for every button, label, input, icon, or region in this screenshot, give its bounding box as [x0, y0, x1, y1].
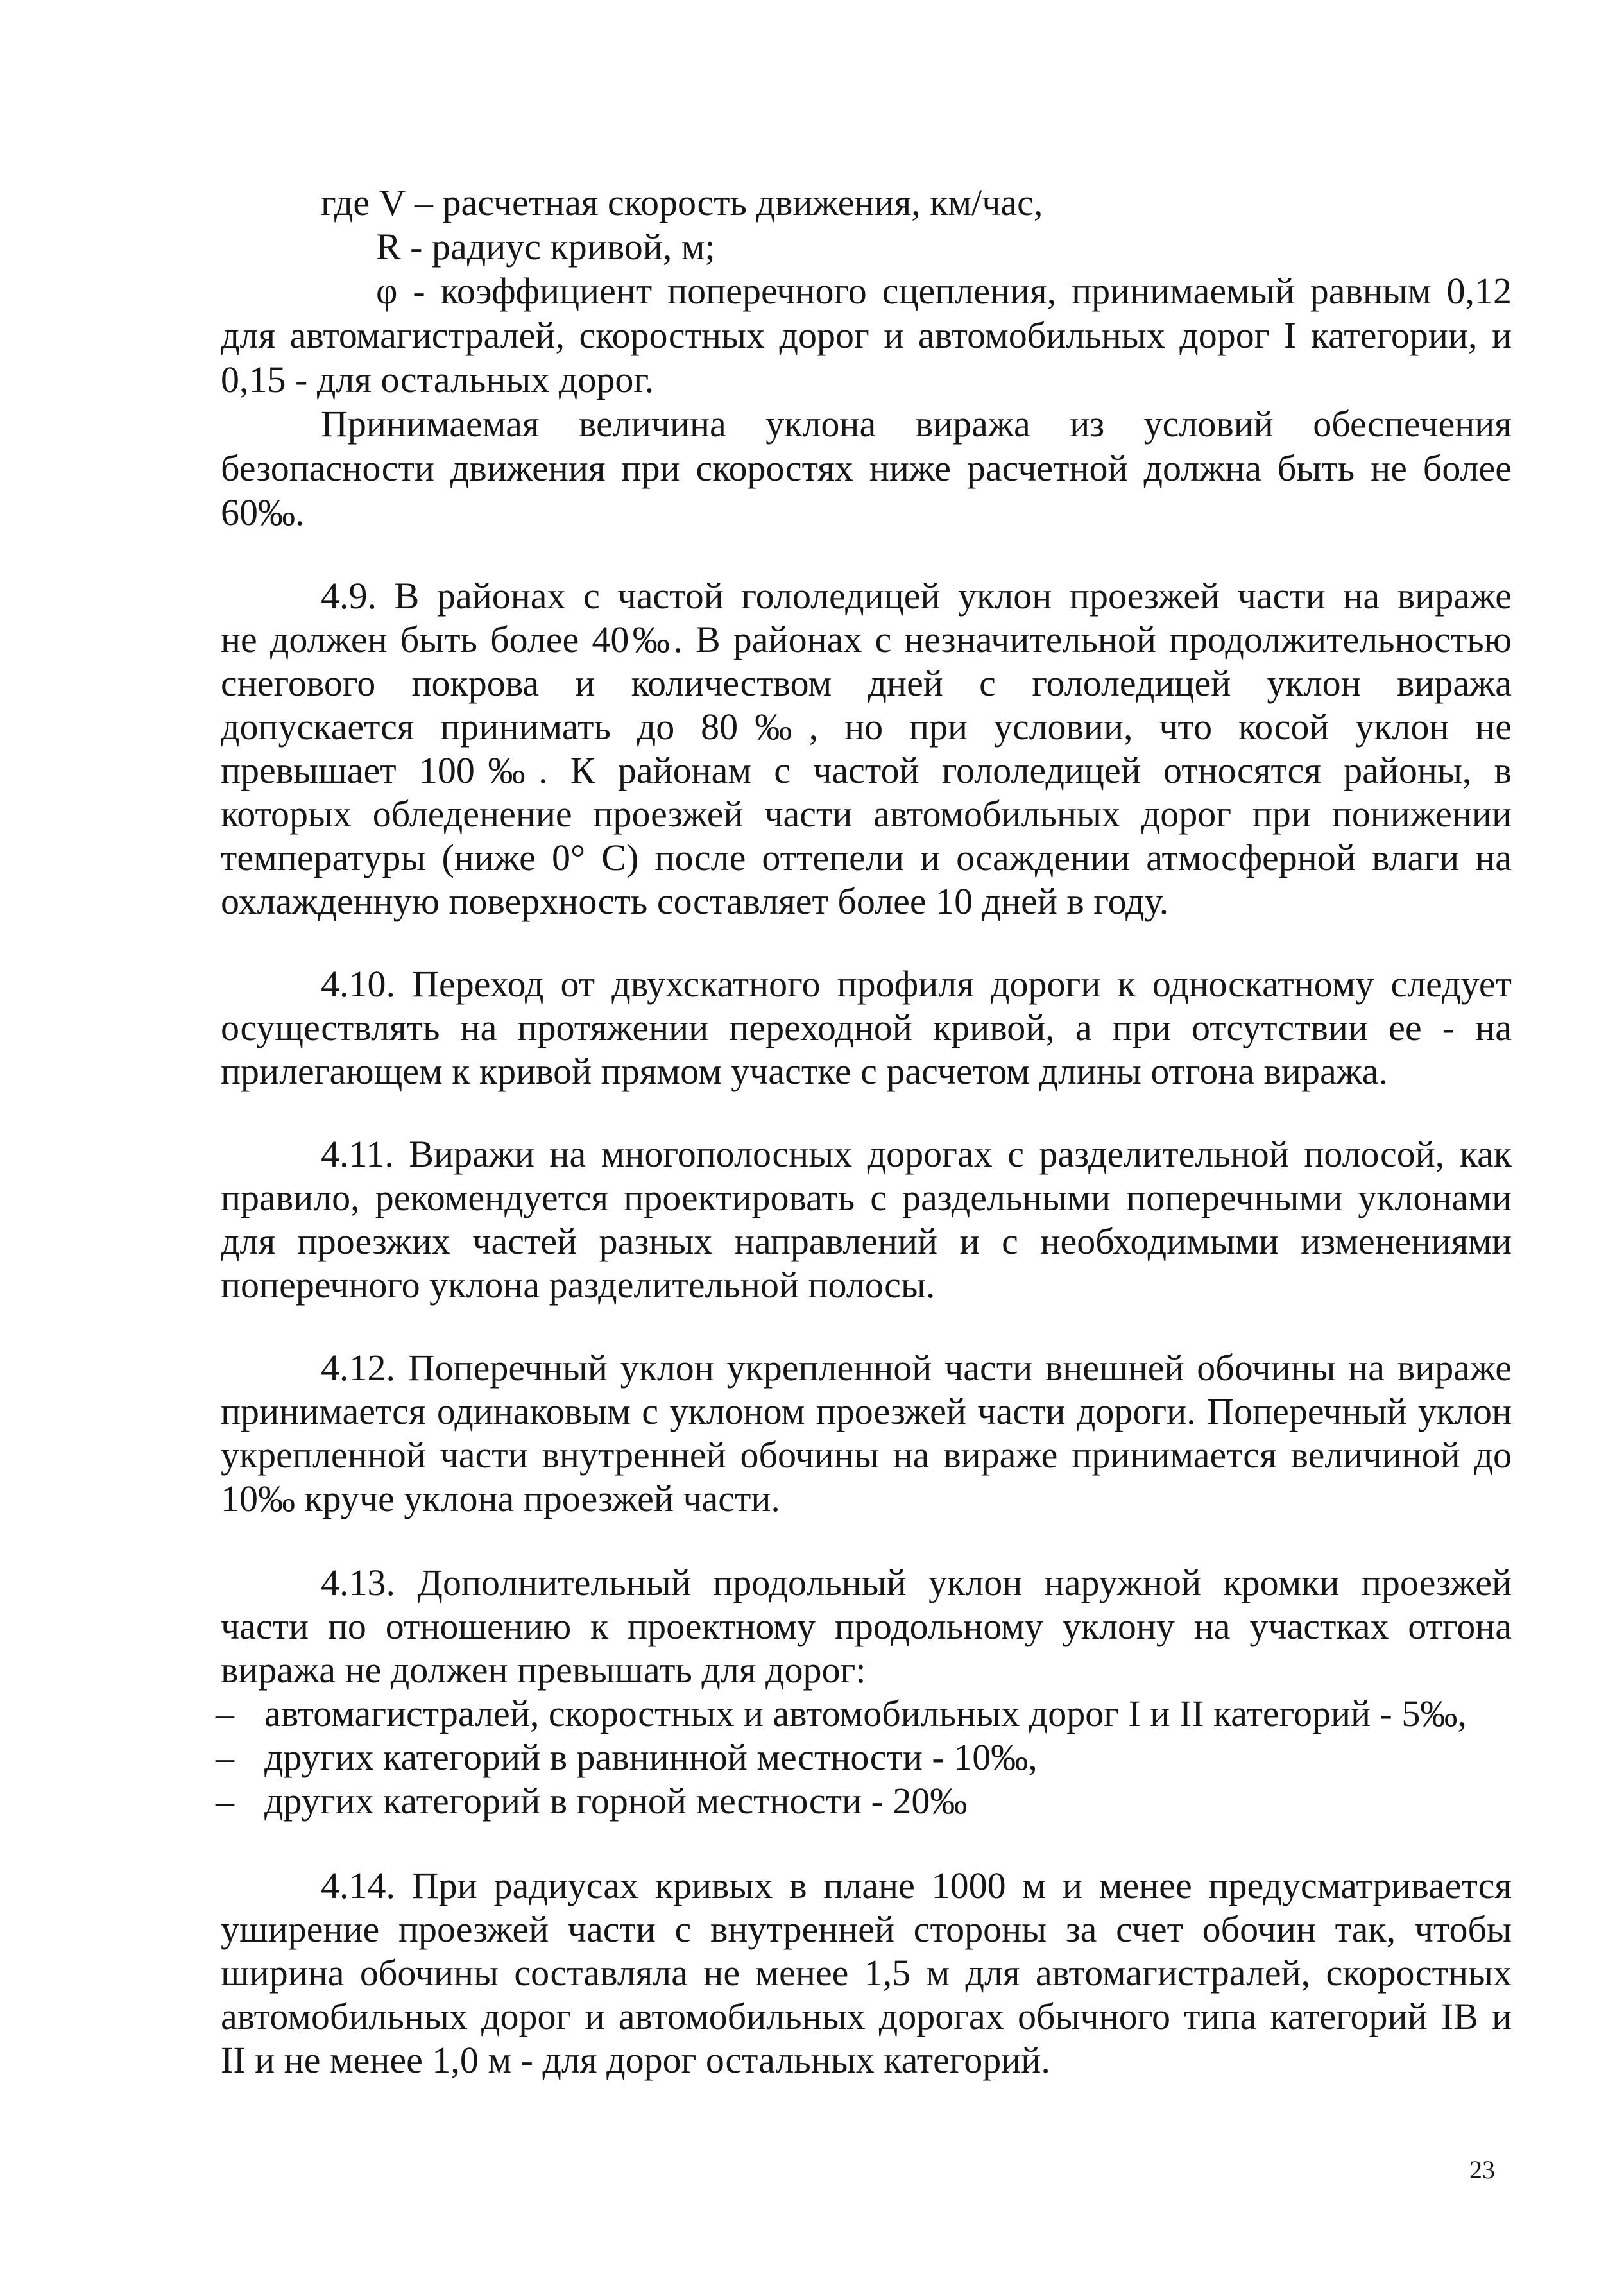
- section-4-14-line-5: II и не менее 1,0 м - для дорог остальных категорий.: [221, 2039, 1050, 2081]
- definition-phi-line-3: 0,15 - для остальных дорог.: [221, 359, 654, 400]
- section-4-12-line-3: укрепленной части внутренней обочины на вираже принимается величиной до: [221, 1434, 1512, 1476]
- list-dash: –: [216, 1693, 234, 1734]
- section-4-14-line-4: автомобильных дорог и автомобильных дорогах обычного типа категорий IВ и: [221, 1996, 1512, 2037]
- section-4-11-line-4: поперечного уклона разделительной полосы.: [221, 1264, 936, 1306]
- definition-v: где V – расчетная скорость движения, км/час,: [321, 182, 1043, 223]
- section-4-10-line-1: 4.10. Переход от двухскатного профиля дороги к односкатному следует: [321, 963, 1512, 1005]
- section-4-9-line-3: снегового покрова и количеством дней с гололедицей уклон виража: [221, 662, 1512, 704]
- section-4-10-line-2: осуществлять на протяжении переходной кривой, а при отсутствии ее - на: [221, 1007, 1512, 1048]
- section-4-9-line-2: не должен быть более 40‰. В районах с незначительной продолжительностью: [221, 619, 1512, 660]
- section-4-12-line-1: 4.12. Поперечный уклон укрепленной части внешней обочины на вираже: [321, 1347, 1512, 1389]
- section-4-9-line-5: превышает 100‰. К районам с частой гололедицей относятся районы, в: [221, 749, 1512, 791]
- section-4-13-line-2: части по отношению к проектному продольному уклону на участках отгона: [221, 1605, 1512, 1647]
- page-number: 23: [1469, 2155, 1495, 2184]
- section-4-12-line-2: принимается одинаковым с уклоном проезжей части дороги. Поперечный уклон: [221, 1390, 1512, 1432]
- list-item-1: автомагистралей, скоростных и автомобильных дорог I и II категорий - 5‰,: [264, 1693, 1467, 1734]
- section-4-11-line-1: 4.11. Виражи на многополосных дорогах с разделительной полосой, как: [321, 1133, 1512, 1175]
- section-4-11-line-2: правило, рекомендуется проектировать с раздельными поперечными уклонами: [221, 1177, 1512, 1218]
- list-dash: –: [216, 1736, 234, 1778]
- section-4-9-line-1: 4.9. В районах с частой гололедицей уклон проезжей части на вираже: [321, 575, 1512, 617]
- section-4-9-line-4: допускается принимать до 80‰, но при условии, что косой уклон не: [221, 706, 1512, 748]
- accepted-value-line-2: безопасности движения при скоростях ниже расчетной должна быть не более: [221, 447, 1512, 489]
- section-4-14-line-2: уширение проезжей части с внутренней стороны за счет обочин так, чтобы: [221, 1908, 1512, 1950]
- section-4-13-line-1: 4.13. Дополнительный продольный уклон наружной кромки проезжей: [321, 1562, 1512, 1603]
- section-4-11-line-3: для проезжих частей разных направлений и с необходимыми изменениями: [221, 1220, 1512, 1262]
- list-item-3: других категорий в горной местности - 20‰: [264, 1780, 968, 1822]
- list-item-2: других категорий в равнинной местности - 10‰,: [264, 1736, 1038, 1778]
- section-4-9-line-7: температуры (ниже 0° С) после оттепели и осаждении атмосферной влаги на: [221, 837, 1512, 878]
- section-4-9-line-8: охлажденную поверхность составляет более 10 дней в году.: [221, 880, 1169, 922]
- section-4-13-line-3: виража не должен превышать для дорог:: [221, 1649, 866, 1691]
- definition-r: R - радиус кривой, м;: [376, 226, 715, 268]
- definition-phi-line-1: φ - коэффициент поперечного сцепления, принимаемый равным 0,12: [376, 270, 1512, 312]
- definition-phi-line-2: для автомагистралей, скоростных дорог и автомобильных дорог I категории, и: [221, 314, 1512, 356]
- list-dash: –: [216, 1780, 234, 1822]
- section-4-12-line-4: 10‰ круче уклона проезжей части.: [221, 1478, 780, 1519]
- section-4-14-line-3: ширина обочины составляла не менее 1,5 м для автомагистралей, скоростных: [221, 1952, 1512, 1994]
- section-4-10-line-3: прилегающем к кривой прямом участке с расчетом длины отгона виража.: [221, 1050, 1389, 1092]
- accepted-value-line-3: 60‰.: [221, 492, 305, 533]
- section-4-9-line-6: которых обледенение проезжей части автомобильных дорог при понижении: [221, 793, 1512, 835]
- accepted-value-line-1: Принимаемая величина уклона виража из условий обеспечения: [321, 403, 1512, 445]
- section-4-14-line-1: 4.14. При радиусах кривых в плане 1000 м и менее предусматривается: [321, 1865, 1512, 1906]
